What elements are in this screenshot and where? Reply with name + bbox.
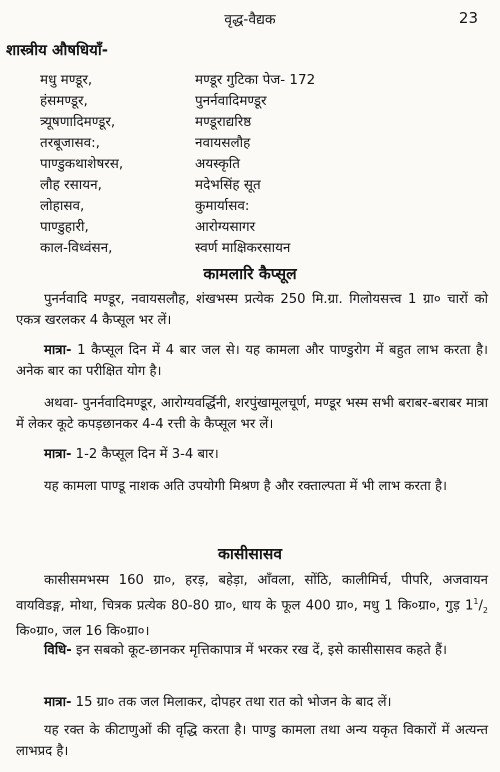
medicine-name: लौह रसायन, bbox=[40, 177, 102, 193]
paragraph: पुनर्नवादि मण्डूर, नवायसलौह, शंखभस्म प्रत्येक 250 मि.ग्रा. गिलोयसत्त्व 1 ग्रा० चारों को एकत्र खरलकर 4 कैप्सूल भर लें। bbox=[16, 292, 488, 328]
ingredients-text: कासीसमभस्म 160 ग्रा०, हरड़, बहेड़ा, आँवला, सोंठि, कालीमिर्च, पीपरि, अजवायन वायविडङ्ग, मोथा, चित्रक प्रत्येक 80-80 ग्रा०, धाय के फूल 400 ग्रा०, मधु 1 कि०ग्रा०, गुड़ 1 bbox=[16, 573, 488, 614]
medicine-name: अयस्कृति bbox=[195, 156, 240, 172]
list-item bbox=[40, 112, 480, 133]
dose-text: 1-2 कैप्सूल दिन में 3-4 बार। bbox=[71, 447, 219, 462]
paragraph: यह रक्त के कीटाणुओं की वृद्धि करता है। पाण्डु कामला तथा अन्य यकृत विकारों में अत्यन्त लाभप्रद है। bbox=[16, 723, 488, 759]
section-title-kamalari: कामलारि कैप्सूल bbox=[203, 265, 297, 283]
dose-label: मात्रा- bbox=[44, 695, 72, 710]
method-text: इन सबको कूट-छानकर मृत्तिकापात्र में भरकर रख दें, इसे कासीसासव कहते हैं। bbox=[71, 643, 447, 658]
medicine-name: मदेभसिंह सूत bbox=[195, 177, 261, 193]
medicine-name: स्वर्ण माक्षिकरसायन bbox=[195, 240, 291, 256]
medicine-name: कुमार्यासव: bbox=[195, 198, 250, 214]
list-item bbox=[40, 196, 480, 217]
medicine-name: मण्डूराद्यरिष्ठ bbox=[195, 114, 252, 130]
ingredients-text-end: कि०ग्रा०, जल 16 कि०ग्रा०। bbox=[16, 624, 150, 640]
list-item bbox=[40, 70, 480, 91]
section-title-kasisasav: कासीसासव bbox=[218, 545, 282, 563]
dose-text: 15 ग्रा० तक जल मिलाकर, दोपहर तथा रात को भोजन के बाद लें। bbox=[71, 695, 392, 710]
dose-text: 1 कैप्सूल दिन में 4 बार जल से। यह कामला और पाण्डुरोग में बहुत लाभ करता है। अनेक बार का परीक्षित योग है। bbox=[16, 343, 488, 379]
medicine-name: मधु मण्डूर, bbox=[40, 72, 93, 88]
medicine-name: काल-विध्वंसन, bbox=[40, 240, 113, 256]
list-item bbox=[40, 91, 480, 112]
medicine-name: पाण्डुहारी, bbox=[40, 219, 89, 235]
list-item bbox=[40, 238, 480, 259]
medicine-name: पुनर्नवादिमण्डूर bbox=[195, 93, 267, 109]
running-title: वृद्ध-वैद्यक bbox=[224, 12, 276, 28]
medicine-name: पाण्डुकथाशेषरस, bbox=[40, 156, 124, 172]
method-paragraph bbox=[16, 640, 488, 661]
list-item bbox=[40, 154, 480, 175]
classical-medicines-heading: शास्त्रीय औषधियाँ- bbox=[6, 41, 108, 59]
list-item bbox=[40, 133, 480, 154]
classical-medicines-list bbox=[40, 70, 480, 259]
medicine-name: आरोग्यसागर bbox=[195, 219, 256, 235]
medicine-name: नवायसलौह bbox=[195, 135, 251, 151]
list-item bbox=[40, 175, 480, 196]
list-item bbox=[40, 217, 480, 238]
dose-paragraph bbox=[16, 444, 488, 465]
paragraph: अथवा- पुनर्नवादिमण्डूर, आरोग्यवर्द्धिनी, शरपुंखामूलचूर्ण, मण्डूर भस्म सभी बराबर-बराबर मात्रा में लेकर कूटे कपड़छानकर 4-4 रत्ती के कैप्सूल भर लें। bbox=[16, 396, 488, 432]
dose-paragraph bbox=[16, 340, 488, 382]
medicine-name: हंसमण्डूर, bbox=[40, 93, 88, 109]
dose-paragraph bbox=[16, 692, 488, 713]
page-number: 23 bbox=[458, 9, 478, 27]
medicine-name: मण्डूर गुटिका पेज- 172 bbox=[195, 72, 316, 88]
medicine-name: तरबूजासव:, bbox=[40, 135, 100, 151]
fraction-denominator: 2 bbox=[482, 606, 488, 616]
fraction-numerator: 1 bbox=[473, 597, 479, 606]
medicine-name: त्र्यूषणादिमण्डूर, bbox=[40, 114, 116, 130]
method-label: विधि- bbox=[44, 643, 72, 658]
dose-label: मात्रा- bbox=[44, 343, 72, 358]
medicine-name: लोहासव, bbox=[40, 198, 85, 214]
dose-label: मात्रा- bbox=[44, 447, 72, 462]
paragraph: यह कामला पाण्डू नाशक अति उपयोगी मिश्रण है और रक्ताल्पता में भी लाभ करता है। bbox=[44, 479, 447, 494]
ingredients-paragraph: कासीसमभस्म 160 ग्रा०, हरड़, बहेड़ा, आँवला, सोंठि, कालीमिर्च, पीपरि, अजवायन वायविडङ्ग, मोथा, चित्रक प्रत्येक 80-80 ग्रा०, धाय के फूल 400 ग्रा०, मधु 1 कि०ग्रा०, गुड़ $1^1/_2$ कि०ग्रा०, जल 16 कि०ग्रा०। bbox=[16, 573, 488, 640]
